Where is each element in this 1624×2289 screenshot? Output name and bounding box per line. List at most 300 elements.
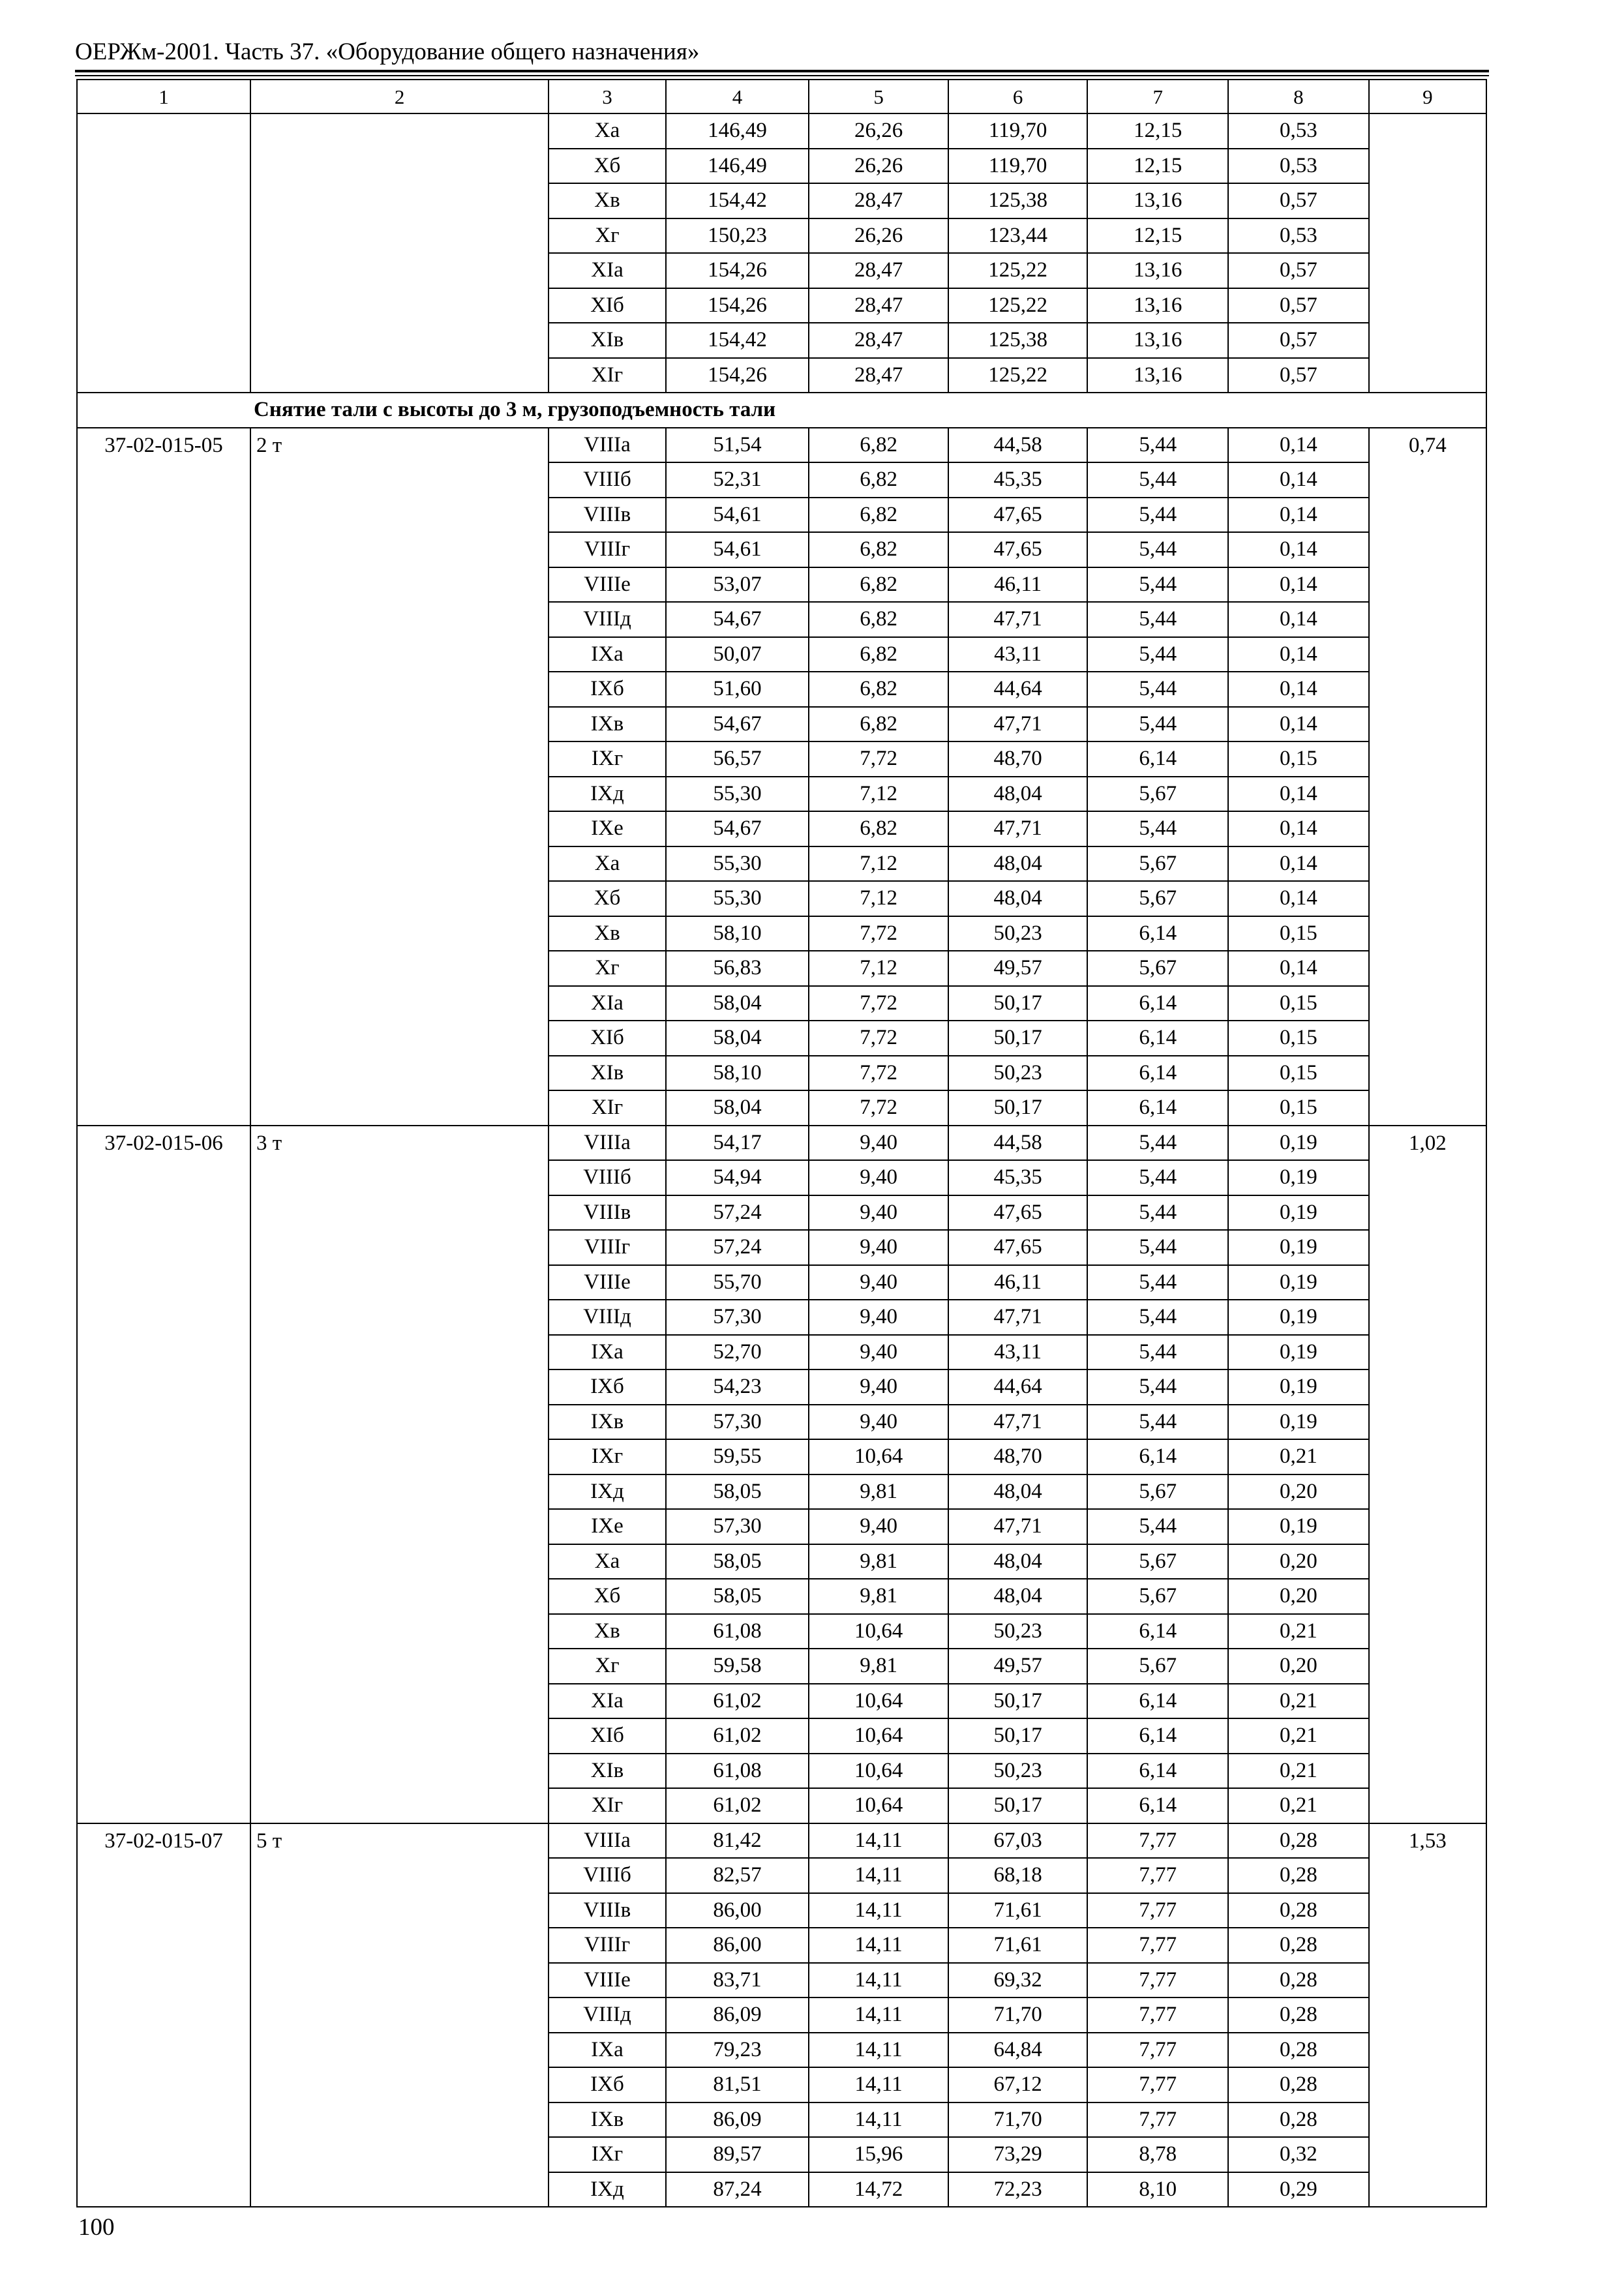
value-cell: 81,42 bbox=[666, 1823, 809, 1859]
value-cell: 54,67 bbox=[666, 602, 809, 637]
value-cell: 47,65 bbox=[948, 498, 1088, 533]
value-cell: 61,08 bbox=[666, 1754, 809, 1789]
value-cell: 14,11 bbox=[809, 1928, 948, 1963]
value-cell: 46,11 bbox=[948, 567, 1088, 603]
value-cell: 58,04 bbox=[666, 1090, 809, 1126]
value-cell: IXг bbox=[549, 741, 665, 777]
value-cell: 54,17 bbox=[666, 1126, 809, 1161]
value-cell: 146,49 bbox=[666, 113, 809, 149]
value-cell: 14,11 bbox=[809, 2102, 948, 2138]
value-cell: 125,22 bbox=[948, 358, 1088, 393]
value-cell: 0,19 bbox=[1228, 1405, 1369, 1440]
value-cell: Xг bbox=[549, 1649, 665, 1684]
value-cell: 5,44 bbox=[1087, 602, 1228, 637]
value-cell: 26,26 bbox=[809, 113, 948, 149]
value-cell: 0,19 bbox=[1228, 1126, 1369, 1161]
value-cell: 0,14 bbox=[1228, 428, 1369, 463]
value-cell: 0,32 bbox=[1228, 2137, 1369, 2172]
value-cell: 0,19 bbox=[1228, 1369, 1369, 1405]
value-cell: 7,77 bbox=[1087, 2067, 1228, 2102]
value-cell: 6,82 bbox=[809, 602, 948, 637]
value-cell: 52,31 bbox=[666, 462, 809, 498]
value-cell: 0,21 bbox=[1228, 1754, 1369, 1789]
page-number: 100 bbox=[78, 2214, 115, 2241]
value-cell: Xб bbox=[549, 149, 665, 184]
value-cell: 0,19 bbox=[1228, 1195, 1369, 1231]
page-header: ОЕРЖм-2001. Часть 37. «Оборудование общего назначения» bbox=[75, 38, 700, 65]
value-cell: 58,05 bbox=[666, 1474, 809, 1510]
value-cell: IXб bbox=[549, 2067, 665, 2102]
value-cell: 5,44 bbox=[1087, 567, 1228, 603]
value-cell: 5,67 bbox=[1087, 1474, 1228, 1510]
value-cell: 0,19 bbox=[1228, 1160, 1369, 1195]
value-cell: 125,22 bbox=[948, 253, 1088, 288]
value-cell: 0,14 bbox=[1228, 881, 1369, 916]
value-cell: IXд bbox=[549, 1474, 665, 1510]
value-cell: 0,14 bbox=[1228, 846, 1369, 882]
value-cell: 43,11 bbox=[948, 1335, 1088, 1370]
value-cell: 119,70 bbox=[948, 149, 1088, 184]
value-cell: 48,04 bbox=[948, 777, 1088, 812]
value-cell: 50,17 bbox=[948, 1090, 1088, 1126]
value-cell: XIв bbox=[549, 1056, 665, 1091]
value-cell: 0,28 bbox=[1228, 1823, 1369, 1859]
value-cell: 6,82 bbox=[809, 672, 948, 707]
value-cell: 7,77 bbox=[1087, 1893, 1228, 1928]
value-cell: 14,11 bbox=[809, 1823, 948, 1859]
value-cell: 86,09 bbox=[666, 2102, 809, 2138]
section-title-row bbox=[77, 393, 1486, 428]
value-cell: 61,02 bbox=[666, 1684, 809, 1719]
value-cell: 5,44 bbox=[1087, 1195, 1228, 1231]
value-cell: IXa bbox=[549, 1335, 665, 1370]
value-cell: 52,70 bbox=[666, 1335, 809, 1370]
value-cell: 47,65 bbox=[948, 1230, 1088, 1265]
value-cell: 58,10 bbox=[666, 1056, 809, 1091]
value-cell: Xг bbox=[549, 951, 665, 986]
value-cell: 0,14 bbox=[1228, 672, 1369, 707]
value-cell: 57,30 bbox=[666, 1405, 809, 1440]
value-cell: Xв bbox=[549, 916, 665, 951]
rate-code: 37-02-015-06 bbox=[77, 1126, 250, 1823]
value-cell: 50,17 bbox=[948, 986, 1088, 1021]
value-cell: 0,20 bbox=[1228, 1544, 1369, 1579]
value-cell: 44,58 bbox=[948, 428, 1088, 463]
value-cell: XIб bbox=[549, 288, 665, 323]
value-cell: 9,40 bbox=[809, 1509, 948, 1544]
value-cell: 6,14 bbox=[1087, 1788, 1228, 1823]
value-cell: 57,30 bbox=[666, 1509, 809, 1544]
value-cell: 150,23 bbox=[666, 218, 809, 254]
value-cell: 5,44 bbox=[1087, 1160, 1228, 1195]
value-cell: VIIIe bbox=[549, 1265, 665, 1300]
value-cell: 6,82 bbox=[809, 567, 948, 603]
value-cell: 0,28 bbox=[1228, 1963, 1369, 1998]
value-cell: VIIIг bbox=[549, 1230, 665, 1265]
value-cell: 56,83 bbox=[666, 951, 809, 986]
value-cell: 12,15 bbox=[1087, 149, 1228, 184]
rate-name: 2 т bbox=[250, 428, 549, 1126]
value-cell: 0,21 bbox=[1228, 1788, 1369, 1823]
value-cell: 0,57 bbox=[1228, 253, 1369, 288]
value-cell: 0,15 bbox=[1228, 1021, 1369, 1056]
value-cell: 47,65 bbox=[948, 1195, 1088, 1231]
col9-value: 1,53 bbox=[1369, 1823, 1486, 2207]
value-cell: 7,77 bbox=[1087, 1963, 1228, 1998]
value-cell: 14,11 bbox=[809, 1858, 948, 1893]
value-cell: XIг bbox=[549, 358, 665, 393]
value-cell: 59,58 bbox=[666, 1649, 809, 1684]
value-cell: 0,21 bbox=[1228, 1718, 1369, 1754]
value-cell: 50,17 bbox=[948, 1718, 1088, 1754]
value-cell: 89,57 bbox=[666, 2137, 809, 2172]
value-cell: 59,55 bbox=[666, 1439, 809, 1474]
column-header: 7 bbox=[1087, 80, 1228, 113]
value-cell: XIa bbox=[549, 986, 665, 1021]
value-cell: 0,28 bbox=[1228, 1858, 1369, 1893]
value-cell: 0,57 bbox=[1228, 183, 1369, 218]
value-cell: 9,40 bbox=[809, 1335, 948, 1370]
value-cell: 0,14 bbox=[1228, 498, 1369, 533]
value-cell: 125,22 bbox=[948, 288, 1088, 323]
rates-table bbox=[76, 79, 1487, 2207]
value-cell: 87,24 bbox=[666, 2172, 809, 2207]
value-cell: 13,16 bbox=[1087, 253, 1228, 288]
value-cell: 5,44 bbox=[1087, 1265, 1228, 1300]
value-cell: 154,26 bbox=[666, 253, 809, 288]
value-cell: 55,30 bbox=[666, 881, 809, 916]
value-cell: 7,77 bbox=[1087, 2033, 1228, 2068]
value-cell: 0,14 bbox=[1228, 951, 1369, 986]
value-cell: 49,57 bbox=[948, 1649, 1088, 1684]
value-cell: 5,44 bbox=[1087, 462, 1228, 498]
value-cell: VIIIб bbox=[549, 1160, 665, 1195]
value-cell: 9,40 bbox=[809, 1160, 948, 1195]
value-cell: 9,40 bbox=[809, 1195, 948, 1231]
value-cell: 5,44 bbox=[1087, 811, 1228, 846]
value-cell: 7,77 bbox=[1087, 1823, 1228, 1859]
value-cell: 50,17 bbox=[948, 1788, 1088, 1823]
value-cell: Xв bbox=[549, 1614, 665, 1649]
value-cell: 125,38 bbox=[948, 323, 1088, 358]
value-cell: 45,35 bbox=[948, 462, 1088, 498]
value-cell: 57,30 bbox=[666, 1300, 809, 1335]
value-cell: 146,49 bbox=[666, 149, 809, 184]
value-cell: 7,77 bbox=[1087, 1997, 1228, 2033]
value-cell: 154,42 bbox=[666, 183, 809, 218]
value-cell: 0,19 bbox=[1228, 1265, 1369, 1300]
table-row bbox=[77, 1126, 1486, 1161]
value-cell: 58,04 bbox=[666, 986, 809, 1021]
value-cell: 49,57 bbox=[948, 951, 1088, 986]
column-header: 2 bbox=[250, 80, 549, 113]
value-cell: 12,15 bbox=[1087, 218, 1228, 254]
value-cell: 5,67 bbox=[1087, 881, 1228, 916]
value-cell: 0,53 bbox=[1228, 218, 1369, 254]
column-header: 3 bbox=[549, 80, 665, 113]
value-cell: 0,28 bbox=[1228, 2033, 1369, 2068]
value-cell: 0,21 bbox=[1228, 1439, 1369, 1474]
value-cell: 81,51 bbox=[666, 2067, 809, 2102]
value-cell: 9,81 bbox=[809, 1579, 948, 1614]
value-cell: 54,67 bbox=[666, 811, 809, 846]
value-cell: 48,04 bbox=[948, 846, 1088, 882]
value-cell: 5,67 bbox=[1087, 1649, 1228, 1684]
value-cell: 86,09 bbox=[666, 1997, 809, 2033]
value-cell: IXг bbox=[549, 1439, 665, 1474]
value-cell: 6,82 bbox=[809, 462, 948, 498]
rate-code: 37-02-015-07 bbox=[77, 1823, 250, 2207]
value-cell: 6,14 bbox=[1087, 1439, 1228, 1474]
value-cell: 10,64 bbox=[809, 1718, 948, 1754]
value-cell: 86,00 bbox=[666, 1928, 809, 1963]
value-cell: 73,29 bbox=[948, 2137, 1088, 2172]
value-cell: 61,02 bbox=[666, 1718, 809, 1754]
value-cell: 5,67 bbox=[1087, 1579, 1228, 1614]
value-cell: 154,42 bbox=[666, 323, 809, 358]
value-cell: 10,64 bbox=[809, 1754, 948, 1789]
value-cell: 0,28 bbox=[1228, 1893, 1369, 1928]
value-cell: 10,64 bbox=[809, 1614, 948, 1649]
value-cell: 54,61 bbox=[666, 498, 809, 533]
value-cell: 0,21 bbox=[1228, 1614, 1369, 1649]
value-cell: 54,94 bbox=[666, 1160, 809, 1195]
value-cell: 9,40 bbox=[809, 1265, 948, 1300]
value-cell: 57,24 bbox=[666, 1195, 809, 1231]
table-body bbox=[77, 80, 1486, 2207]
value-cell: Xб bbox=[549, 1579, 665, 1614]
value-cell: 6,14 bbox=[1087, 1754, 1228, 1789]
value-cell: 55,30 bbox=[666, 777, 809, 812]
value-cell: 6,14 bbox=[1087, 1718, 1228, 1754]
value-cell: 0,14 bbox=[1228, 567, 1369, 603]
value-cell: 5,44 bbox=[1087, 707, 1228, 742]
value-cell: 7,72 bbox=[809, 916, 948, 951]
value-cell: VIIIa bbox=[549, 1126, 665, 1161]
value-cell: 5,44 bbox=[1087, 498, 1228, 533]
value-cell: VIIIe bbox=[549, 1963, 665, 1998]
value-cell: 47,71 bbox=[948, 1300, 1088, 1335]
value-cell: 28,47 bbox=[809, 288, 948, 323]
value-cell: 10,64 bbox=[809, 1788, 948, 1823]
table-row bbox=[77, 1823, 1486, 1859]
column-header: 9 bbox=[1369, 80, 1486, 113]
value-cell: 56,57 bbox=[666, 741, 809, 777]
rate-name: 5 т bbox=[250, 1823, 549, 2207]
value-cell: 47,71 bbox=[948, 1509, 1088, 1544]
value-cell: 71,61 bbox=[948, 1893, 1088, 1928]
value-cell: 7,72 bbox=[809, 1090, 948, 1126]
value-cell: 6,82 bbox=[809, 428, 948, 463]
value-cell: 86,00 bbox=[666, 1893, 809, 1928]
value-cell: 5,67 bbox=[1087, 777, 1228, 812]
value-cell: 7,72 bbox=[809, 986, 948, 1021]
value-cell: 5,44 bbox=[1087, 637, 1228, 672]
value-cell: 5,44 bbox=[1087, 672, 1228, 707]
value-cell: 9,40 bbox=[809, 1126, 948, 1161]
value-cell: 6,14 bbox=[1087, 1021, 1228, 1056]
value-cell: 9,81 bbox=[809, 1474, 948, 1510]
value-cell: 48,70 bbox=[948, 741, 1088, 777]
value-cell: 12,15 bbox=[1087, 113, 1228, 149]
value-cell: 28,47 bbox=[809, 358, 948, 393]
value-cell: 61,08 bbox=[666, 1614, 809, 1649]
value-cell: 7,12 bbox=[809, 881, 948, 916]
rate-code: 37-02-015-05 bbox=[77, 428, 250, 1126]
value-cell: VIIIв bbox=[549, 498, 665, 533]
value-cell: VIIIв bbox=[549, 1893, 665, 1928]
value-cell: 0,14 bbox=[1228, 637, 1369, 672]
value-cell: 9,40 bbox=[809, 1405, 948, 1440]
value-cell: IXa bbox=[549, 637, 665, 672]
value-cell: IXв bbox=[549, 1405, 665, 1440]
value-cell: 0,14 bbox=[1228, 707, 1369, 742]
value-cell: VIIIa bbox=[549, 1823, 665, 1859]
value-cell: 125,38 bbox=[948, 183, 1088, 218]
value-cell: IXe bbox=[549, 1509, 665, 1544]
value-cell: 7,72 bbox=[809, 741, 948, 777]
value-cell: 47,65 bbox=[948, 532, 1088, 567]
value-cell: 0,14 bbox=[1228, 777, 1369, 812]
value-cell: 50,23 bbox=[948, 1056, 1088, 1091]
col9-value: 0,74 bbox=[1369, 428, 1486, 1126]
value-cell: XIa bbox=[549, 253, 665, 288]
value-cell: 13,16 bbox=[1087, 358, 1228, 393]
value-cell: 6,82 bbox=[809, 811, 948, 846]
value-cell: Xa bbox=[549, 846, 665, 882]
value-cell: 54,67 bbox=[666, 707, 809, 742]
value-cell: 48,04 bbox=[948, 1474, 1088, 1510]
value-cell: 0,28 bbox=[1228, 2067, 1369, 2102]
value-cell: 8,10 bbox=[1087, 2172, 1228, 2207]
value-cell: 6,14 bbox=[1087, 986, 1228, 1021]
value-cell: 0,53 bbox=[1228, 149, 1369, 184]
value-cell: 58,10 bbox=[666, 916, 809, 951]
value-cell: VIIIд bbox=[549, 1997, 665, 2033]
value-cell: 14,11 bbox=[809, 2067, 948, 2102]
value-cell: XIa bbox=[549, 1684, 665, 1719]
value-cell: 0,20 bbox=[1228, 1649, 1369, 1684]
rate-name: 3 т bbox=[250, 1126, 549, 1823]
value-cell: Xa bbox=[549, 113, 665, 149]
col9-value: 1,02 bbox=[1369, 1126, 1486, 1823]
value-cell: 15,96 bbox=[809, 2137, 948, 2172]
value-cell: XIб bbox=[549, 1021, 665, 1056]
value-cell: 13,16 bbox=[1087, 288, 1228, 323]
value-cell: 7,72 bbox=[809, 1056, 948, 1091]
value-cell: 0,57 bbox=[1228, 358, 1369, 393]
value-cell: 67,03 bbox=[948, 1823, 1088, 1859]
table-row bbox=[77, 113, 1486, 149]
name-cell-empty bbox=[250, 113, 549, 393]
value-cell: 58,05 bbox=[666, 1544, 809, 1579]
value-cell: 54,61 bbox=[666, 532, 809, 567]
value-cell: IXд bbox=[549, 2172, 665, 2207]
value-cell: 9,81 bbox=[809, 1544, 948, 1579]
value-cell: 54,23 bbox=[666, 1369, 809, 1405]
value-cell: 48,04 bbox=[948, 1579, 1088, 1614]
value-cell: 28,47 bbox=[809, 323, 948, 358]
value-cell: 0,57 bbox=[1228, 323, 1369, 358]
value-cell: VIIIг bbox=[549, 1928, 665, 1963]
value-cell: 58,05 bbox=[666, 1579, 809, 1614]
value-cell: 6,14 bbox=[1087, 741, 1228, 777]
value-cell: 44,58 bbox=[948, 1126, 1088, 1161]
value-cell: IXг bbox=[549, 2137, 665, 2172]
value-cell: 0,19 bbox=[1228, 1300, 1369, 1335]
value-cell: 47,71 bbox=[948, 602, 1088, 637]
value-cell: 5,44 bbox=[1087, 1300, 1228, 1335]
value-cell: 43,11 bbox=[948, 637, 1088, 672]
value-cell: 6,14 bbox=[1087, 1090, 1228, 1126]
value-cell: 47,71 bbox=[948, 1405, 1088, 1440]
value-cell: 10,64 bbox=[809, 1439, 948, 1474]
value-cell: IXa bbox=[549, 2033, 665, 2068]
value-cell: VIIIв bbox=[549, 1195, 665, 1231]
value-cell: 154,26 bbox=[666, 288, 809, 323]
value-cell: 13,16 bbox=[1087, 183, 1228, 218]
value-cell: IXв bbox=[549, 2102, 665, 2138]
value-cell: 9,40 bbox=[809, 1300, 948, 1335]
value-cell: 47,71 bbox=[948, 707, 1088, 742]
value-cell: 0,19 bbox=[1228, 1509, 1369, 1544]
value-cell: 0,19 bbox=[1228, 1335, 1369, 1370]
value-cell: 48,04 bbox=[948, 881, 1088, 916]
value-cell: 51,54 bbox=[666, 428, 809, 463]
value-cell: 50,23 bbox=[948, 916, 1088, 951]
value-cell: 48,04 bbox=[948, 1544, 1088, 1579]
value-cell: 0,15 bbox=[1228, 741, 1369, 777]
value-cell: 64,84 bbox=[948, 2033, 1088, 2068]
value-cell: 14,11 bbox=[809, 1893, 948, 1928]
value-cell: 50,17 bbox=[948, 1021, 1088, 1056]
value-cell: 6,14 bbox=[1087, 1614, 1228, 1649]
value-cell: 14,11 bbox=[809, 1963, 948, 1998]
value-cell: 0,21 bbox=[1228, 1684, 1369, 1719]
value-cell: VIIIд bbox=[549, 1300, 665, 1335]
value-cell: Xв bbox=[549, 183, 665, 218]
value-cell: 0,14 bbox=[1228, 811, 1369, 846]
value-cell: 7,77 bbox=[1087, 2102, 1228, 2138]
value-cell: 6,82 bbox=[809, 498, 948, 533]
value-cell: 7,77 bbox=[1087, 1928, 1228, 1963]
table-row bbox=[77, 428, 1486, 463]
value-cell: 57,24 bbox=[666, 1230, 809, 1265]
header-rule-thick bbox=[75, 70, 1489, 72]
value-cell: 7,77 bbox=[1087, 1858, 1228, 1893]
value-cell: 5,44 bbox=[1087, 1369, 1228, 1405]
value-cell: 13,16 bbox=[1087, 323, 1228, 358]
value-cell: VIIIe bbox=[549, 567, 665, 603]
value-cell: 14,11 bbox=[809, 2033, 948, 2068]
value-cell: 5,44 bbox=[1087, 532, 1228, 567]
value-cell: IXв bbox=[549, 707, 665, 742]
value-cell: 6,82 bbox=[809, 707, 948, 742]
value-cell: 7,12 bbox=[809, 951, 948, 986]
value-cell: 71,61 bbox=[948, 1928, 1088, 1963]
value-cell: 9,40 bbox=[809, 1369, 948, 1405]
value-cell: 50,17 bbox=[948, 1684, 1088, 1719]
value-cell: 0,20 bbox=[1228, 1579, 1369, 1614]
value-cell: 6,82 bbox=[809, 532, 948, 567]
value-cell: Xг bbox=[549, 218, 665, 254]
value-cell: 67,12 bbox=[948, 2067, 1088, 2102]
value-cell: 58,04 bbox=[666, 1021, 809, 1056]
value-cell: XIб bbox=[549, 1718, 665, 1754]
value-cell: 14,72 bbox=[809, 2172, 948, 2207]
value-cell: VIIIa bbox=[549, 428, 665, 463]
value-cell: 46,11 bbox=[948, 1265, 1088, 1300]
